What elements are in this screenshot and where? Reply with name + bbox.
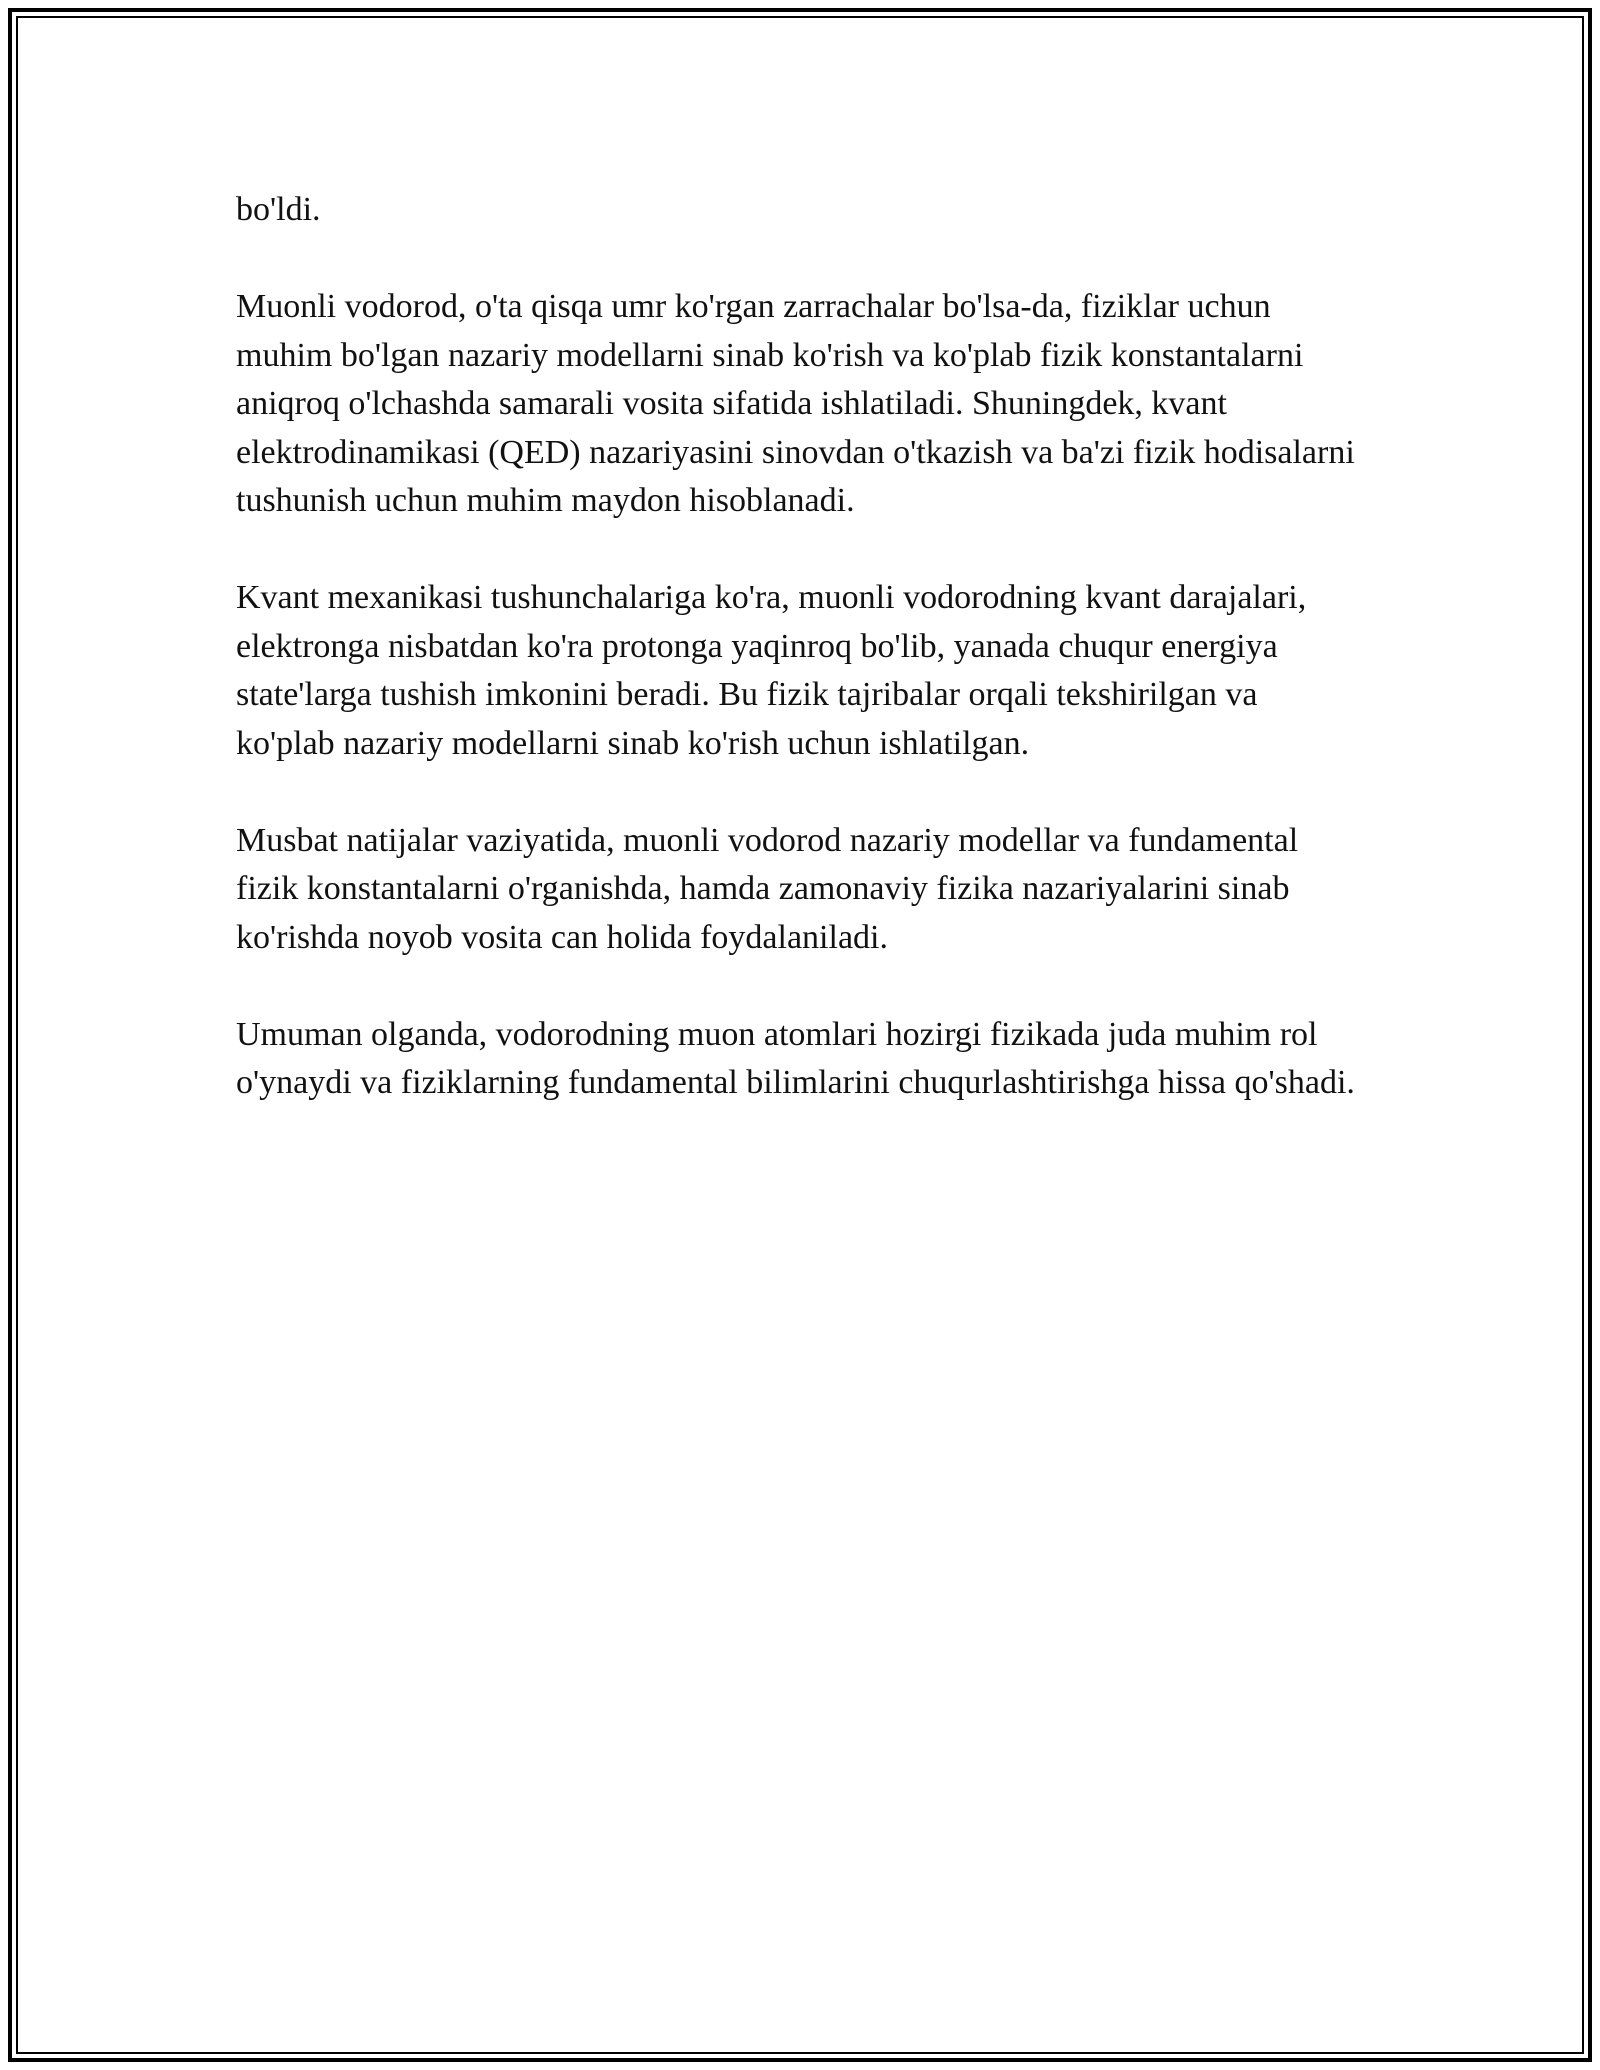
paragraph-conclusion: Umuman olganda, vodorodning muon atomlari hozirgi fizikada juda muhim rol o'ynaydi va fiziklarning fundamental bilimlarini chuqurlashtirishga hissa qo'shadi. [236,1015,1355,1101]
paragraph-muonic-hydrogen-uses: Muonli vodorod, o'ta qisqa umr ko'rgan zarrachalar bo'lsa-da, fiziklar uchun muhim bo'lgan nazariy modellarni sinab ko'rish va ko'plab fizik konstantalarni aniqroq o'lchashda samarali vosita sifatida ishlatiladi. Shuningdek, kvant elektrodinamikasi (QED) nazariyasini sinovdan o'tkazish va ba'zi fizik hodisalarni tushunish uchun muhim maydon hisoblanadi. [236,288,1355,519]
paragraph-positive-results: Musbat natijalar vaziyatida, muonli vodorod nazariy modellar va fundamental fizik konstantalarni o'rganishda, hamda zamonaviy fizika nazariyalarini sinab ko'rishda noyob vosita can holida foydalaniladi. [236,821,1299,956]
document-body [236,186,1364,1156]
paragraph-quantum-levels: Kvant mexanikasi tushunchalariga ko'ra, muonli vodorodning kvant darajalari, elektronga nisbatdan ko'ra protonga yaqinroq bo'lib, yanada chuqur energiya state'larga tushish imkonini beradi. Bu fizik tajribalar orqali tekshirilgan va ko'plab nazariy modellarni sinab ko'rish uchun ishlatilgan. [236,579,1307,762]
paragraph-continuation: bo'ldi. [236,191,321,228]
